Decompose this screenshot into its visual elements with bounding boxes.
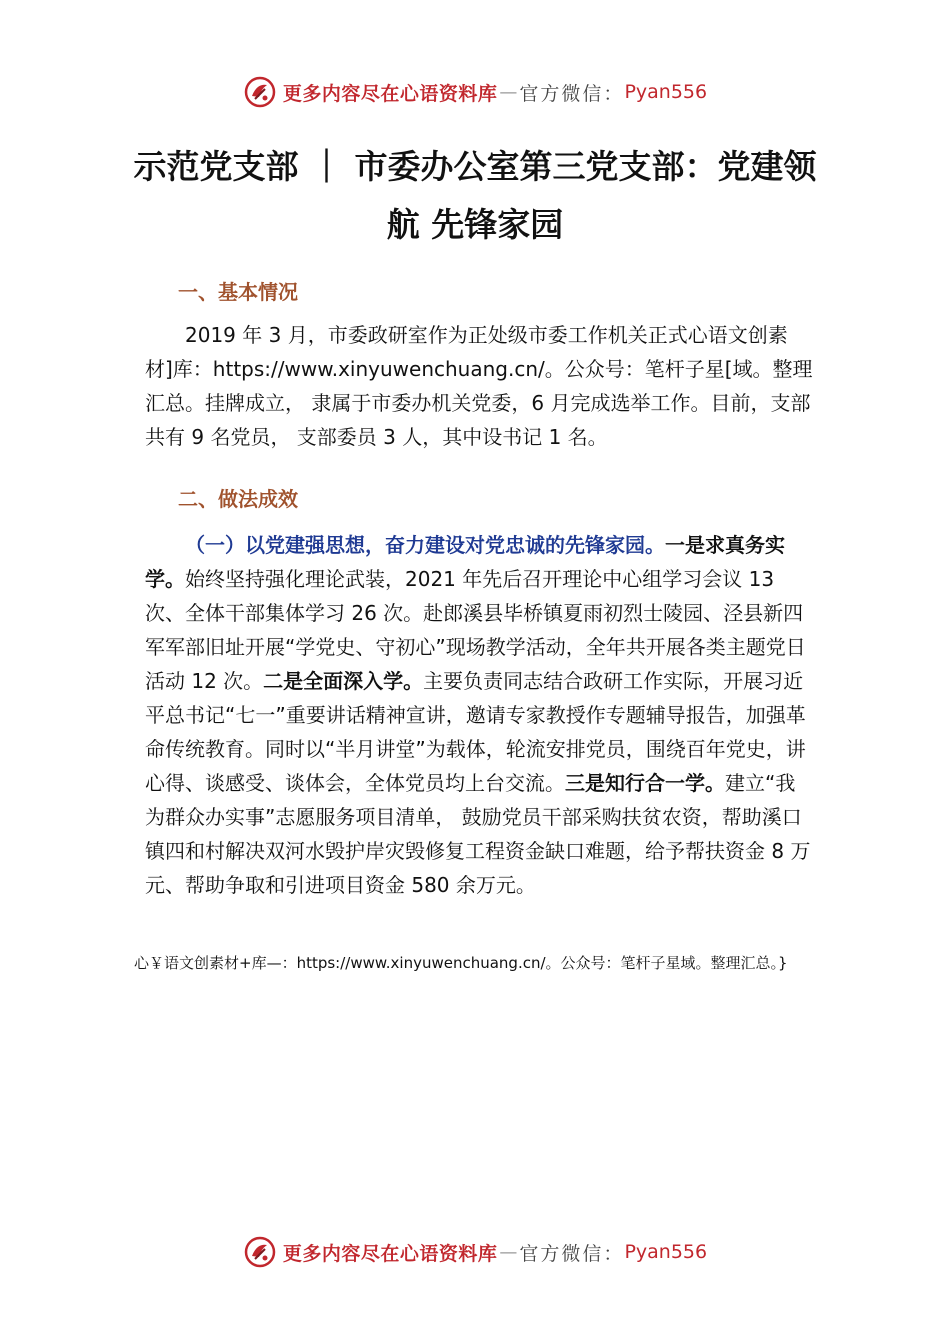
point-text-2: 主要负责同志结合政研工作实际，开展习近平总书记“七一”重要讲话精神宣讲，邀请专家教授作专题辅导报告，加强革命传统教育。同时以“半月讲堂”为载体，轮流安排党员，围绕百年党史，讲心得、谈感受、谈体会，全体党员均上台交流。 — [145, 669, 806, 795]
footer-note: 心￥语文创素材+库—：https://www.xinyuwenchuang.cn/。公众号：笔杆子星域。整理汇总。} — [134, 954, 788, 972]
point-lead-3: 三是知行合一学。 — [565, 771, 725, 795]
subheading-party-building: （一）以党建强思想，奋力建设对党忠诚的先锋家园。 — [185, 533, 665, 557]
banner-separator: — — [499, 1241, 518, 1263]
point-text-3: 建立“我为群众办实事”志愿服务项目清单， 鼓励党员干部采购扶贫农资，帮助溪口镇四和村解决双河水毁护岸灾毁修复工程资金缺口难题，给予帮扶资金 8 万元、帮助争取和引进项目资金 580 余万元。 — [145, 771, 811, 897]
banner-main-text: 更多内容尽在心语资料库 — [282, 1242, 498, 1265]
header-banner — [0, 72, 950, 112]
point-lead-2: 二是全面深入学。 — [263, 669, 424, 693]
banner-separator: — — [499, 81, 518, 103]
banner-contact-label: 官方微信： — [519, 1242, 625, 1265]
section-heading-practices: 二、做法成效 — [178, 487, 298, 511]
banner-main-text: 更多内容尽在心语资料库 — [282, 82, 498, 105]
brand-logo-icon — [243, 75, 277, 109]
document-title: 示范党支部 ｜ 市委办公室第三党支部：党建领航 先锋家园 — [133, 147, 817, 244]
footer-banner — [0, 1232, 950, 1272]
section-heading-basic-info: 一、基本情况 — [178, 280, 298, 304]
point-lead-1: 一是求真务实学。 — [145, 533, 785, 591]
banner-contact-id: Pyan556 — [624, 81, 708, 103]
banner-contact-label: 官方微信： — [519, 82, 625, 105]
practices-paragraph — [145, 528, 815, 902]
banner-contact-id: Pyan556 — [624, 1241, 708, 1263]
point-text-1: 始终坚持强化理论武装，2021 年先后召开理论中心组学习会议 13 次、全体干部集体学习 26 次。赴郎溪县毕桥镇夏雨初烈士陵园、泾县新四军军部旧址开展“学党史、守初心”现场教学活动，全年共开展各类主题党日活动 12 次。 — [145, 567, 806, 693]
basic-info-paragraph: 2019 年 3 月，市委政研室作为正处级市委工作机关正式心语文创素材]库：https://www.xinyuwenchuang.cn/。公众号：笔杆子星[域。整理汇总。挂牌成立， 隶属于市委办机关党委，6 月完成选举工作。目前，支部共有 9 名党员， 支部委员 3 人，其中设书记 1 名。 — [145, 323, 813, 449]
brand-logo-icon — [243, 1235, 277, 1269]
